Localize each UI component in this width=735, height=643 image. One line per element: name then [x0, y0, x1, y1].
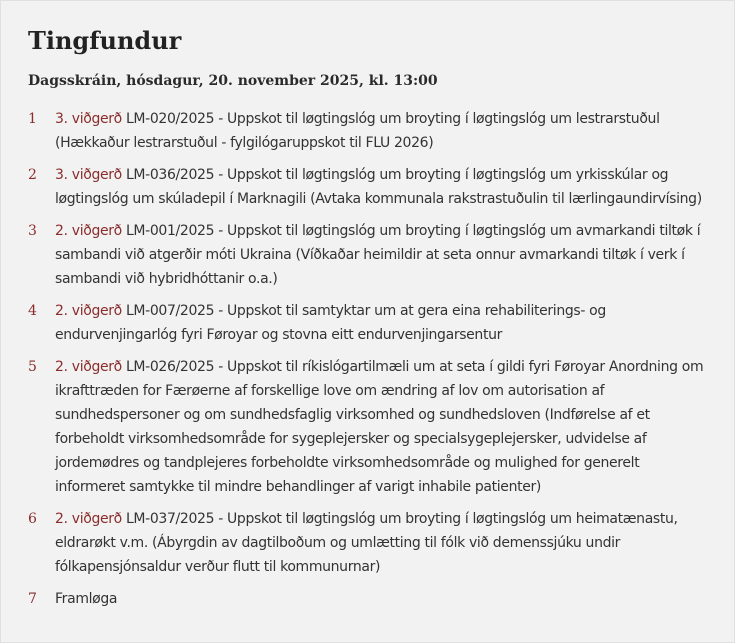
agenda-item-2 — [28, 163, 704, 211]
agenda-item-content — [55, 507, 704, 579]
agenda-item-content — [55, 163, 704, 211]
agenda-item-number: 2 — [28, 167, 37, 184]
agenda-item-content — [55, 219, 704, 291]
agenda-item-content — [55, 355, 704, 499]
agenda-item-number: 5 — [28, 359, 37, 376]
agenda-item-description: LM-001/2025 - Uppskot til løgtingslóg um broyting í løgtingslóg um avmarkandi tiltøk í sambandi við atgerðir móti Ukraina (Víðkaðar heimildir at seta onnur avmarkandi tiltøk í verk í sambandi við hybridhóttanir o.a.) — [55, 223, 701, 288]
reading-link[interactable]: 3. viðgerð — [55, 167, 122, 184]
reading-link[interactable]: 2. viðgerð — [55, 511, 122, 528]
page-title: Tingfundur — [28, 26, 182, 55]
agenda-item-7 — [28, 587, 704, 611]
agenda-item-number: 3 — [28, 223, 37, 240]
agenda-date-subtitle: Dagsskráin, hósdagur, 20. november 2025, kl. 13:00 — [28, 72, 438, 89]
reading-link[interactable]: 2. viðgerð — [55, 303, 122, 320]
agenda-item-5 — [28, 355, 704, 499]
agenda-item-6 — [28, 507, 704, 579]
agenda-item-4 — [28, 299, 704, 347]
agenda-item-description: LM-007/2025 - Uppskot til samtyktar um at gera eina rehabiliterings- og endurvenjingarlóg fyri Føroyar og stovna eitt endurvenjingarsentur — [55, 303, 606, 344]
agenda-item-description: LM-037/2025 - Uppskot til løgtingslóg um broyting í løgtingslóg um heimatænastu, eldrarøkt v.m. (Ábyrgdin av dagtilboðum og umlætting til fólk við demenssjúku undir fólkapensjónsaldur verður flutt til kommunurnar) — [55, 511, 678, 576]
agenda-item-description: LM-020/2025 - Uppskot til løgtingslóg um broyting í løgtingslóg um lestrarstuðul (Hækkaður lestrarstuðul - fylgilógaruppskot til FLU 2026) — [55, 111, 660, 152]
agenda-item-1 — [28, 107, 704, 155]
agenda-item-content — [55, 107, 704, 155]
agenda-item-description: LM-026/2025 - Uppskot til ríkislógartilmæli um at seta í gildi fyri Føroyar Anordning om ikrafttræden for Færøerne af forskellige love om ændring af lov om autorisation af sundhedspersoner og om sundhedsfaglig virksomhed og sundhedsloven (Indførelse af et forbeholdt virksomhedsområde for sygeplejersker og specialsygeplejersker, udvidelse af jordemødres og tandplejeres forbeholdte virksomhedsområde og mulighed for generelt informeret samtykke til mindre behandlinger af varigt inhabile patienter) — [55, 359, 704, 496]
reading-link[interactable]: 3. viðgerð — [55, 111, 122, 128]
agenda-item-number: 7 — [28, 591, 37, 608]
agenda-item-3 — [28, 219, 704, 291]
agenda-item-description: Framløga — [55, 591, 118, 608]
agenda-item-content — [55, 587, 704, 611]
agenda-item-number: 4 — [28, 303, 37, 320]
reading-link[interactable]: 2. viðgerð — [55, 359, 122, 376]
agenda-item-number: 6 — [28, 511, 37, 528]
agenda-item-content — [55, 299, 704, 347]
agenda-item-number: 1 — [28, 111, 37, 128]
reading-link[interactable]: 2. viðgerð — [55, 223, 122, 240]
agenda-item-description: LM-036/2025 - Uppskot til løgtingslóg um broyting í løgtingslóg um yrkisskúlar og løgtingslóg um skúladepil í Marknagili (Avtaka kommunala rakstrastuðulin til lærlingaundirvísing) — [55, 167, 702, 208]
agenda-list — [28, 107, 704, 611]
